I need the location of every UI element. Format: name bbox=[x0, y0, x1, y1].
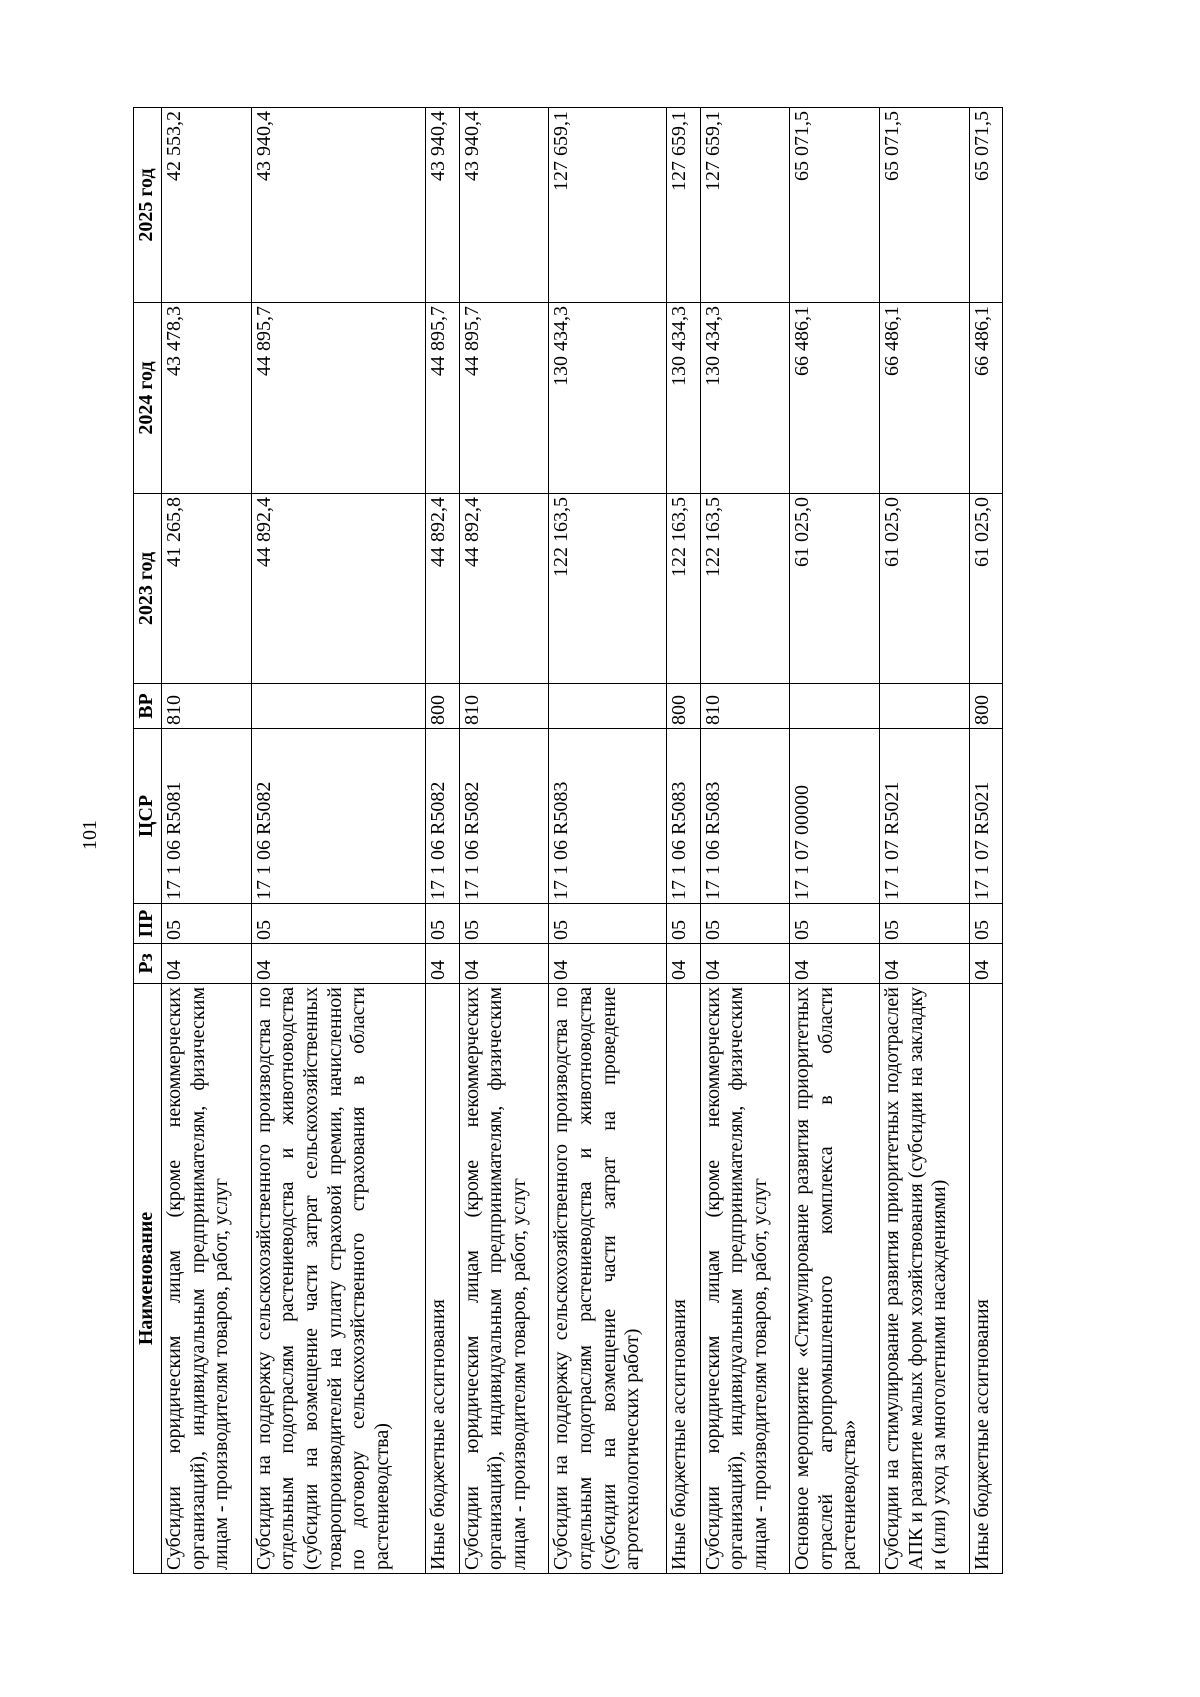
table-row bbox=[790, 108, 880, 1574]
row-value-2024: 44 895,7 bbox=[459, 303, 549, 494]
row-value-2025: 65 071,5 bbox=[969, 108, 1002, 303]
page-number: 101 bbox=[79, 820, 101, 850]
row-value-2025: 65 071,5 bbox=[790, 108, 880, 303]
row-vr bbox=[549, 684, 667, 729]
row-name: Иные бюджетные ассигнования bbox=[667, 984, 700, 1574]
header-2024: 2024 год bbox=[134, 303, 162, 494]
row-value-2025: 127 659,1 bbox=[549, 108, 667, 303]
row-csr: 17 1 06 R5082 bbox=[426, 729, 459, 904]
row-rz: 04 bbox=[969, 944, 1002, 984]
row-vr bbox=[251, 684, 426, 729]
header-2025: 2025 год bbox=[134, 108, 162, 303]
table-row bbox=[459, 108, 549, 1574]
row-name: Субсидии на поддержку сельскохозяйственного производства по отдельным подотраслям растениеводства и животноводства (субсидии на возмещение части затрат на проведение агротехнологических работ) bbox=[549, 984, 667, 1574]
row-vr: 810 bbox=[162, 684, 252, 729]
row-value-2025: 43 940,4 bbox=[251, 108, 426, 303]
row-value-2024: 66 486,1 bbox=[790, 303, 880, 494]
row-rz: 04 bbox=[667, 944, 700, 984]
row-pr: 05 bbox=[162, 904, 252, 944]
row-pr: 05 bbox=[969, 904, 1002, 944]
row-rz: 04 bbox=[251, 944, 426, 984]
row-pr: 05 bbox=[667, 904, 700, 944]
row-csr: 17 1 07 R5021 bbox=[880, 729, 970, 904]
row-value-2025: 43 940,4 bbox=[426, 108, 459, 303]
row-pr: 05 bbox=[426, 904, 459, 944]
row-value-2023: 44 892,4 bbox=[459, 494, 549, 684]
row-value-2023: 122 163,5 bbox=[667, 494, 700, 684]
row-csr: 17 1 06 R5083 bbox=[700, 729, 790, 904]
row-rz: 04 bbox=[880, 944, 970, 984]
row-value-2023: 61 025,0 bbox=[880, 494, 970, 684]
row-csr: 17 1 06 R5083 bbox=[549, 729, 667, 904]
header-csr: ЦСР bbox=[134, 729, 162, 904]
row-name: Субсидии юридическим лицам (кроме некоммерческих организаций), индивидуальным предпринимателям, физическим лицам - производителям товаров, работ, услуг bbox=[459, 984, 549, 1574]
budget-table bbox=[133, 107, 1003, 1574]
row-value-2024: 66 486,1 bbox=[969, 303, 1002, 494]
row-value-2025: 65 071,5 bbox=[880, 108, 970, 303]
row-rz: 04 bbox=[700, 944, 790, 984]
row-vr: 810 bbox=[459, 684, 549, 729]
row-pr: 05 bbox=[549, 904, 667, 944]
table-row bbox=[162, 108, 252, 1574]
row-value-2023: 44 892,4 bbox=[426, 494, 459, 684]
row-value-2024: 43 478,3 bbox=[162, 303, 252, 494]
row-pr: 05 bbox=[459, 904, 549, 944]
table-row bbox=[251, 108, 426, 1574]
row-csr: 17 1 06 R5083 bbox=[667, 729, 700, 904]
row-value-2024: 130 434,3 bbox=[667, 303, 700, 494]
row-csr: 17 1 07 00000 bbox=[790, 729, 880, 904]
row-name: Субсидии юридическим лицам (кроме некоммерческих организаций), индивидуальным предпринимателям, физическим лицам - производителям товаров, работ, услуг bbox=[700, 984, 790, 1574]
row-rz: 04 bbox=[426, 944, 459, 984]
row-rz: 04 bbox=[790, 944, 880, 984]
header-rz: Рз bbox=[134, 944, 162, 984]
row-csr: 17 1 06 R5082 bbox=[459, 729, 549, 904]
table-row bbox=[426, 108, 459, 1574]
header-vr: ВР bbox=[134, 684, 162, 729]
row-csr: 17 1 06 R5081 bbox=[162, 729, 252, 904]
row-pr: 05 bbox=[251, 904, 426, 944]
row-value-2024: 44 895,7 bbox=[426, 303, 459, 494]
row-name: Иные бюджетные ассигнования bbox=[969, 984, 1002, 1574]
row-vr bbox=[880, 684, 970, 729]
row-value-2023: 44 892,4 bbox=[251, 494, 426, 684]
row-csr: 17 1 07 R5021 bbox=[969, 729, 1002, 904]
row-name: Субсидии на стимулирование развития приоритетных подотраслей АПК и развитие малых форм хозяйствования (субсидии на закладку и (или) уход за многолетними насаждениями) bbox=[880, 984, 970, 1574]
header-pr: ПР bbox=[134, 904, 162, 944]
row-value-2024: 66 486,1 bbox=[880, 303, 970, 494]
row-value-2024: 130 434,3 bbox=[700, 303, 790, 494]
row-value-2025: 43 940,4 bbox=[459, 108, 549, 303]
row-value-2024: 44 895,7 bbox=[251, 303, 426, 494]
row-name: Субсидии на поддержку сельскохозяйственного производства по отдельным подотраслям растениеводства и животноводства (субсидии на возмещение части затрат сельскохозяйственных товаропроизводителей на уплату страховой премии, начисленной по договору сельскохозяйственного страхования в области растениеводства) bbox=[251, 984, 426, 1574]
table-row bbox=[700, 108, 790, 1574]
row-name: Иные бюджетные ассигнования bbox=[426, 984, 459, 1574]
table-row bbox=[667, 108, 700, 1574]
row-value-2023: 41 265,8 bbox=[162, 494, 252, 684]
row-rz: 04 bbox=[162, 944, 252, 984]
row-pr: 05 bbox=[880, 904, 970, 944]
row-value-2023: 61 025,0 bbox=[790, 494, 880, 684]
row-vr: 810 bbox=[700, 684, 790, 729]
table-row bbox=[549, 108, 667, 1574]
header-2023: 2023 год bbox=[134, 494, 162, 684]
row-name: Основное мероприятие «Стимулирование развития приоритетных отраслей агропромышленного комплекса в области растениеводства» bbox=[790, 984, 880, 1574]
table-row bbox=[880, 108, 970, 1574]
row-vr bbox=[790, 684, 880, 729]
row-value-2023: 61 025,0 bbox=[969, 494, 1002, 684]
row-value-2025: 42 553,2 bbox=[162, 108, 252, 303]
table-header-row bbox=[134, 108, 162, 1574]
row-vr: 800 bbox=[426, 684, 459, 729]
row-pr: 05 bbox=[700, 904, 790, 944]
rotated-table-wrapper bbox=[133, 108, 1003, 1574]
row-rz: 04 bbox=[459, 944, 549, 984]
row-value-2025: 127 659,1 bbox=[700, 108, 790, 303]
row-value-2025: 127 659,1 bbox=[667, 108, 700, 303]
row-value-2023: 122 163,5 bbox=[549, 494, 667, 684]
row-value-2024: 130 434,3 bbox=[549, 303, 667, 494]
row-vr: 800 bbox=[969, 684, 1002, 729]
header-name: Наименование bbox=[134, 984, 162, 1574]
row-value-2023: 122 163,5 bbox=[700, 494, 790, 684]
row-csr: 17 1 06 R5082 bbox=[251, 729, 426, 904]
row-pr: 05 bbox=[790, 904, 880, 944]
row-rz: 04 bbox=[549, 944, 667, 984]
row-vr: 800 bbox=[667, 684, 700, 729]
row-name: Субсидии юридическим лицам (кроме некоммерческих организаций), индивидуальным предпринимателям, физическим лицам - производителям товаров, работ, услуг bbox=[162, 984, 252, 1574]
table-row bbox=[969, 108, 1002, 1574]
